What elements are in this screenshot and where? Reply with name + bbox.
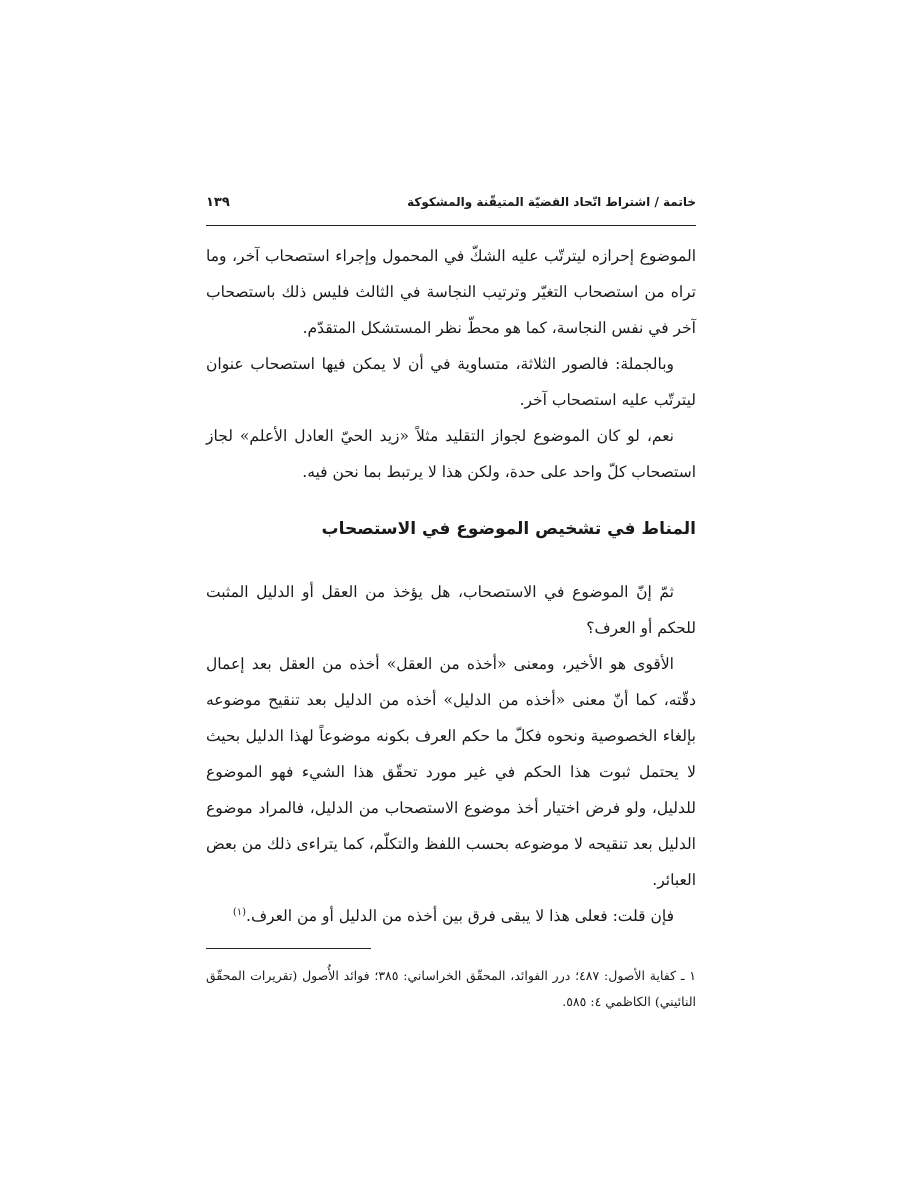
running-header	[206, 195, 696, 226]
paragraph: نعم، لو كان الموضوع لجواز التقليد مثلاً «زيد الحيّ العادل الأعلم» لجاز استصحاب كلّ واحد على حدة، ولكن هذا لا يرتبط بما نحن فيه.	[206, 427, 696, 481]
footnote: ١ ـ كفاية الأصول: ٤٨٧؛ درر الفوائد، المحقّق الخراساني: ٣٨٥؛ فوائد الأُصول (تقريرات المحقّق النائيني) الكاظمي ٤: ٥٨٥.	[206, 968, 696, 1009]
body-text	[206, 238, 696, 934]
paragraph: الأقوى هو الأخير، ومعنى «أخذه من العقل» أخذه من العقل بعد إعمال دقّته، كما أنّ معنى «أخذه من الدليل» أخذه من الدليل بعد تنقيح موضوعه بإلغاء الخصوصية ونحوه فكلّ ما حكم العرف بكونه موضوعاً لهذا الدليل بحيث لا يحتمل ثبوت هذا الحكم في غير مورد تحقّق هذا الشيء فهو الموضوع للدليل، ولو فرض اختيار أخذ موضوع الاستصحاب من الدليل، فالمراد موضوع الدليل بعد تنقيحه لا موضوعه بحسب اللفظ والتكلّم، كما يتراءى ذلك من بعض العبائر.	[206, 655, 696, 889]
paragraph: وبالجملة: فالصور الثلاثة، متساوية في أن لا يمكن فيها استصحاب عنوان ليترتّب عليه استصحاب آخر.	[206, 355, 696, 409]
section-heading: المناط في تشخيص الموضوع في الاستصحاب	[321, 519, 696, 539]
book-page	[206, 195, 696, 1015]
page-number: ١٣٩	[206, 195, 230, 210]
paragraph: الموضوع إحرازه ليترتّب عليه الشكّ في المحمول وإجراء استصحاب آخر، وما تراه من استصحاب التغيّر وترتيب النجاسة في الثالث فليس ذلك باستصحاب آخر في نفس النجاسة، كما هو محطّ نظر المستشكل المتقدّم.	[206, 247, 696, 337]
footnotes	[206, 963, 696, 1015]
footnote-separator	[206, 948, 371, 949]
paragraph	[206, 898, 696, 934]
paragraph: ثمّ إنّ الموضوع في الاستصحاب، هل يؤخذ من العقل أو الدليل المثبت للحكم أو العرف؟	[206, 583, 696, 637]
footnote-separator-wrap	[206, 942, 696, 949]
footnote-reference: (١)	[232, 906, 247, 918]
paragraph-text: فإن قلت: فعلى هذا لا يبقى فرق بين أخذه من الدليل أو من العرف.	[246, 907, 674, 925]
running-title: خاتمة / اشتراط اتّحاد القضيّة المتيقّنة والمشكوكة	[407, 195, 696, 209]
